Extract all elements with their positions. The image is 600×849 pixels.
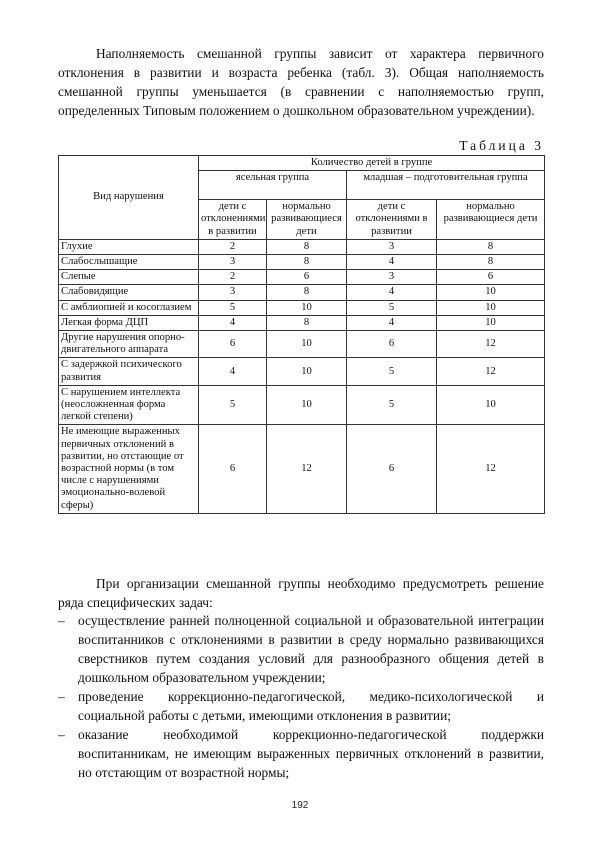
count-cell: 8 <box>437 239 545 254</box>
count-cell: 10 <box>437 385 545 425</box>
count-cell: 10 <box>267 358 347 385</box>
table-row <box>59 300 545 315</box>
header-junior-group: младшая – подготовительная группа <box>347 171 545 200</box>
tasks-intro-paragraph: При организации смешанной группы необходимо предусмотреть решение ряда специфических задач: <box>58 576 544 610</box>
count-cell: 4 <box>347 315 437 330</box>
intro-paragraph: Наполняемость смешанной группы зависит от характера первичного отклонения в развитии и возраста ребенка (табл. 3). Общая наполняемость смешанной группы уменьшается (в сравнении с наполняемостью групп, определенных Типовым положением о дошкольном образовательном учреждении). <box>58 46 544 118</box>
count-cell: 10 <box>267 385 347 425</box>
list-item <box>58 687 544 725</box>
list-item <box>58 725 544 782</box>
table-row <box>59 425 545 513</box>
header-nursery-deviations: дети с отклонениями в развитии <box>199 200 267 240</box>
table-caption: Таблица 3 <box>459 138 544 153</box>
dash-bullet: – <box>58 727 65 742</box>
list-item <box>58 611 544 687</box>
header-junior-deviations: дети с отклонениями в развитии <box>347 200 437 240</box>
violation-type-cell: Слабовидящие <box>59 285 199 300</box>
page-number: 192 <box>291 800 309 811</box>
count-cell: 6 <box>437 270 545 285</box>
count-cell: 4 <box>199 315 267 330</box>
count-cell: 2 <box>199 270 267 285</box>
count-cell: 8 <box>267 239 347 254</box>
count-cell: 12 <box>267 425 347 513</box>
violation-type-cell: Слепые <box>59 270 199 285</box>
header-nursery-normal: нормально развивающиеся дети <box>267 200 347 240</box>
violation-type-cell: Слабослышащие <box>59 255 199 270</box>
table-header-row-1 <box>59 156 545 171</box>
count-cell: 2 <box>199 239 267 254</box>
count-cell: 6 <box>347 425 437 513</box>
violation-type-cell: С задержкой психического развития <box>59 358 199 385</box>
group-size-table <box>58 155 545 514</box>
header-nursery-group: ясельная группа <box>199 171 347 200</box>
violation-type-cell: Легкая форма ДЦП <box>59 315 199 330</box>
count-cell: 3 <box>347 239 437 254</box>
count-cell: 8 <box>267 255 347 270</box>
header-count: Количество детей в группе <box>199 156 545 171</box>
violation-type-cell: С нарушением интеллекта (неосложненная форма легкой степени) <box>59 385 199 425</box>
list-item-text: проведение коррекционно-педагогической, медико-психологической и социальной работы с детьми, имеющими отклонения в развитии; <box>78 689 544 723</box>
header-junior-normal: нормально развивающиеся дети <box>437 200 545 240</box>
count-cell: 3 <box>347 270 437 285</box>
table-row <box>59 358 545 385</box>
count-cell: 5 <box>199 300 267 315</box>
count-cell: 5 <box>347 300 437 315</box>
count-cell: 10 <box>267 331 347 358</box>
table-row <box>59 315 545 330</box>
count-cell: 5 <box>347 385 437 425</box>
count-cell: 8 <box>437 255 545 270</box>
count-cell: 6 <box>267 270 347 285</box>
count-cell: 12 <box>437 358 545 385</box>
count-cell: 4 <box>199 358 267 385</box>
header-violation: Вид нарушения <box>59 156 199 240</box>
count-cell: 8 <box>267 315 347 330</box>
count-cell: 10 <box>437 300 545 315</box>
table-row <box>59 385 545 425</box>
count-cell: 5 <box>347 358 437 385</box>
table-row <box>59 270 545 285</box>
violation-type-cell: Не имеющие выраженных первичных отклонений в развитии, но отстающие от возрастной нормы (в том числе с нарушениями эмоционально-волевой сферы) <box>59 425 199 513</box>
count-cell: 10 <box>437 285 545 300</box>
count-cell: 6 <box>347 331 437 358</box>
table-row <box>59 239 545 254</box>
count-cell: 3 <box>199 285 267 300</box>
count-cell: 5 <box>199 385 267 425</box>
count-cell: 3 <box>199 255 267 270</box>
count-cell: 4 <box>347 285 437 300</box>
tasks-list <box>58 611 544 782</box>
count-cell: 6 <box>199 331 267 358</box>
count-cell: 6 <box>199 425 267 513</box>
count-cell: 10 <box>437 315 545 330</box>
count-cell: 8 <box>267 285 347 300</box>
violation-type-cell: С амблиопией и косоглазием <box>59 300 199 315</box>
count-cell: 4 <box>347 255 437 270</box>
list-item-text: оказание необходимой коррекционно-педагогической поддержки воспитанникам, не имеющим выраженных первичных отклонений в развитии, но отстающим от возрастной нормы; <box>78 727 544 780</box>
violation-type-cell: Глухие <box>59 239 199 254</box>
table-row <box>59 255 545 270</box>
table-row <box>59 331 545 358</box>
count-cell: 10 <box>267 300 347 315</box>
count-cell: 12 <box>437 331 545 358</box>
dash-bullet: – <box>58 613 65 628</box>
count-cell: 12 <box>437 425 545 513</box>
list-item-text: осуществление ранней полноценной социальной и образовательной интеграции воспитанников с отклонениями в развитии в среду нормально развивающихся сверстников путем создания условий для разнообразного общения детей в дошкольном образовательном учреждении; <box>78 613 544 685</box>
violation-type-cell: Другие нарушения опорно-двигательного аппарата <box>59 331 199 358</box>
table-row <box>59 285 545 300</box>
dash-bullet: – <box>58 689 65 704</box>
